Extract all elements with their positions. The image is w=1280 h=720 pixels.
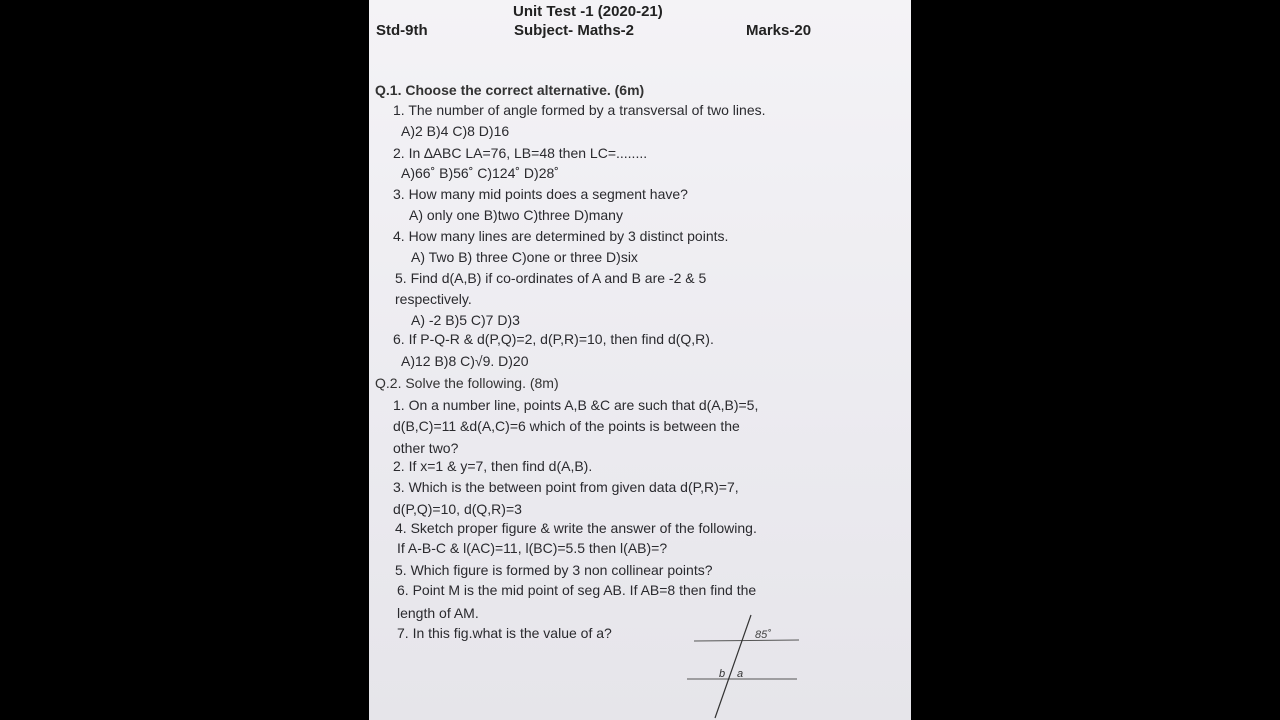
q1-item-4-options: A) Two B) three C)one or three D)six <box>411 249 638 265</box>
q2-item-4-line-1: 4. Sketch proper figure & write the answer of the following. <box>395 520 757 536</box>
q1-item-3-options: A) only one B)two C)three D)many <box>409 207 623 223</box>
q2-item-1-line-2: d(B,C)=11 &d(A,C)=6 which of the points is between the <box>393 418 740 434</box>
q1-item-4: 4. How many lines are determined by 3 distinct points. <box>393 228 729 244</box>
subject-label: Subject- Maths-2 <box>514 22 635 39</box>
q2-item-5: 5. Which figure is formed by 3 non collinear points? <box>395 562 713 578</box>
q2-item-3-line-1: 3. Which is the between point from given data d(P,R)=7, <box>393 479 739 495</box>
q1-item-6-options: A)12 B)8 C)√9. D)20 <box>401 353 529 369</box>
angle-label-a: a <box>737 668 744 680</box>
q2-heading: Q.2. Solve the following. (8m) <box>375 375 559 391</box>
q1-item-5: 5. Find d(A,B) if co-ordinates of A and B are -2 & 5 <box>395 270 707 286</box>
q2-item-7: 7. In this fig.what is the value of a? <box>397 625 612 641</box>
q2-item-1-line-3: other two? <box>393 440 459 456</box>
std-label: Std-9th <box>376 22 428 39</box>
q1-item-5-options: A) -2 B)5 C)7 D)3 <box>411 312 520 328</box>
exam-paper <box>369 0 911 720</box>
q2-item-2: 2. If x=1 & y=7, then find d(A,B). <box>393 458 593 474</box>
q1-item-6: 6. If P-Q-R & d(P,Q)=2, d(P,R)=10, then find d(Q,R). <box>393 331 714 347</box>
q1-item-5-cont: respectively. <box>395 291 472 307</box>
q1-heading: Q.1. Choose the correct alternative. (6m) <box>375 82 645 98</box>
q1-item-1: 1. The number of angle formed by a transversal of two lines. <box>393 102 766 118</box>
q2-item-3-line-2: d(P,Q)=10, d(Q,R)=3 <box>393 501 522 517</box>
q2-item-6-line-1: 6. Point M is the mid point of seg AB. If AB=8 then find the <box>397 582 757 598</box>
q1-item-2: 2. In ∆ABC LA=76, LB=48 then LC=........ <box>393 145 648 161</box>
q2-item-1-line-1: 1. On a number line, points A,B &C are such that d(A,B)=5, <box>393 397 759 413</box>
transversal-line <box>715 615 751 718</box>
test-title: Unit Test -1 (2020-21) <box>513 3 663 20</box>
parallel-line-top <box>694 640 799 641</box>
q1-item-3: 3. How many mid points does a segment have? <box>393 186 688 202</box>
q2-item-4-line-2: If A-B-C & l(AC)=11, l(BC)=5.5 then l(AB)=? <box>397 540 668 556</box>
angle-label-b: b <box>719 668 726 680</box>
marks-label: Marks-20 <box>746 22 812 39</box>
q1-item-2-options: A)66˚ B)56˚ C)124˚ D)28˚ <box>401 165 559 181</box>
transversal-figure <box>679 612 799 720</box>
q2-item-6-line-2: length of AM. <box>397 605 479 621</box>
q1-item-1-options: A)2 B)4 C)8 D)16 <box>401 123 510 139</box>
angle-label-85: 85˚ <box>755 629 771 641</box>
